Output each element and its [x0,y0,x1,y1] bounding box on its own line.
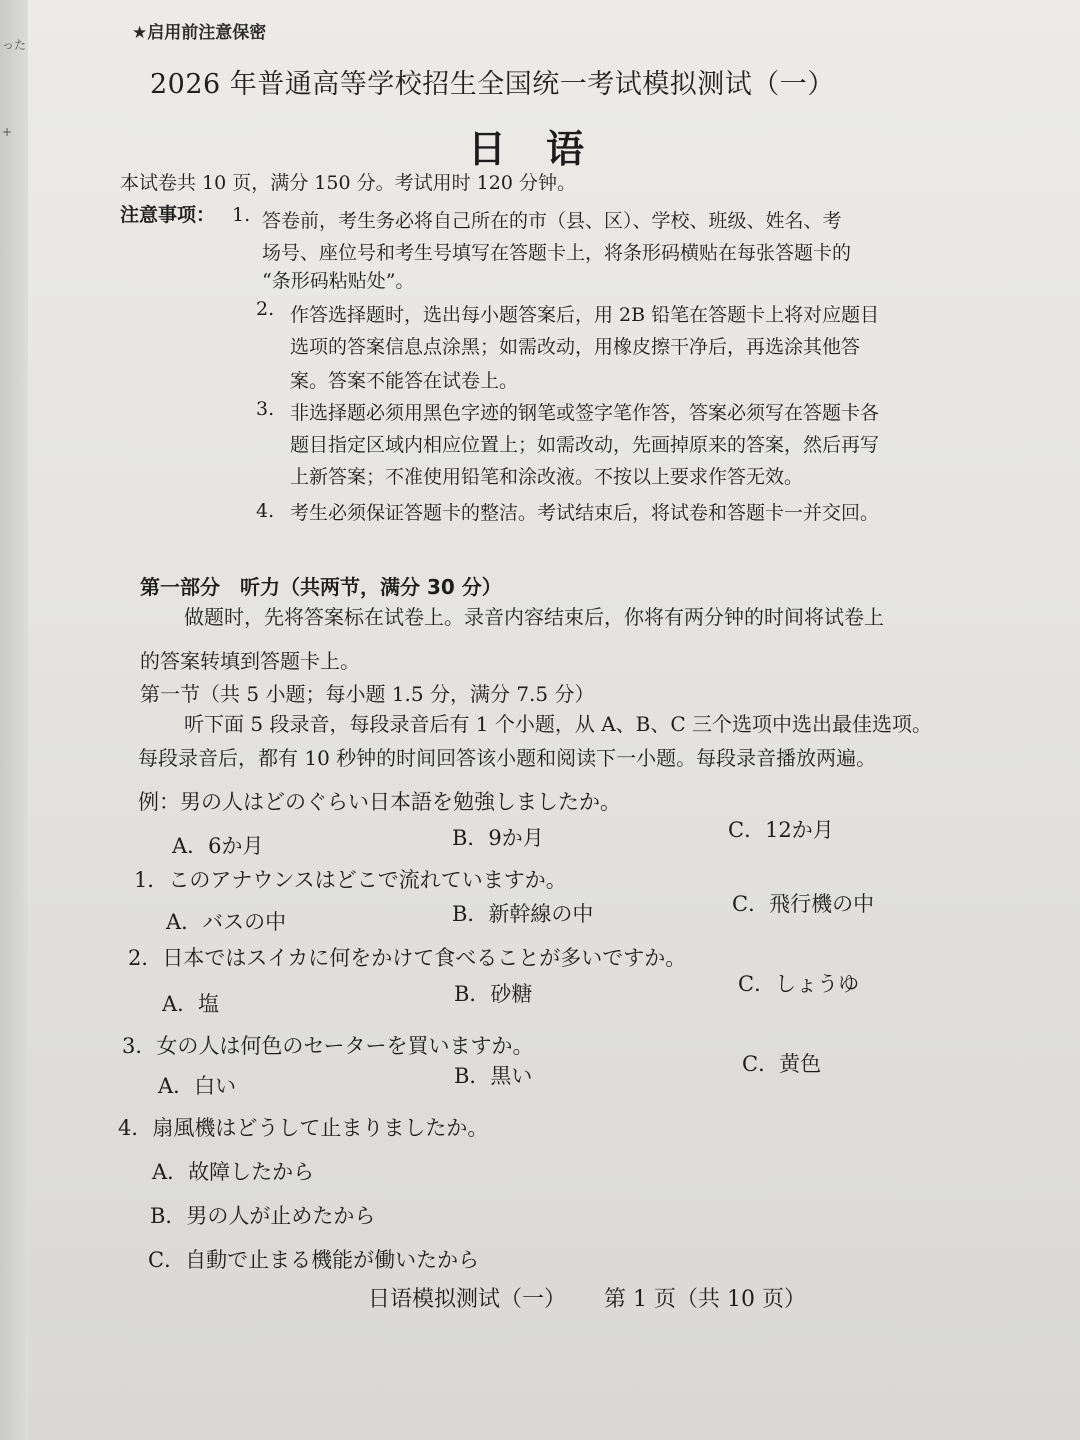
adjacent-page-edge [0,0,28,1440]
question-2-option-b: B．砂糖 [454,982,533,1006]
question-1: 1．このアナウンスはどこで流れていますか。 [134,868,567,892]
section1-heading: 第一节（共 5 小题；每小题 1.5 分，满分 7.5 分） [140,682,595,706]
question-2-option-a: A．塩 [162,992,220,1016]
notice-line: 作答选择题时，选出每小题答案后，用 2B 铅笔在答题卡上将对应题目 [290,304,880,326]
subject-title: 日语 [468,127,625,171]
adjacent-page-text: った [2,38,27,52]
section1-intro-line: 每段录音后，都有 10 秒钟的时间回答该小题和阅读下一小题。每段录音播放两遍。 [138,746,877,770]
question-2: 2．日本ではスイカに何をかけて食べることが多いですか。 [128,946,687,970]
question-1-option-b: B．新幹線の中 [452,902,594,926]
question-4: 4．扇風機はどうして止まりましたか。 [118,1116,489,1140]
question-4-option-a: A．故障したから [152,1160,315,1184]
question-3-option-c: C．黄色 [742,1052,822,1076]
exam-summary: 本试卷共 10 页，满分 150 分。考试用时 120 分钟。 [120,172,576,194]
notice-item-number: 1. [232,204,251,226]
part1-intro-line: 的答案转填到答题卡上。 [140,649,360,673]
question-3: 3．女の人は何色のセーターを買いますか。 [122,1034,534,1058]
notice-line: 非选择题必须用黑色字迹的钢笔或签字笔作答，答案必须写在答题卡各 [290,402,880,424]
notice-item-number: 4. [256,500,275,522]
question-3-option-a: A．白い [158,1074,237,1098]
part1-intro-line: 做题时，先将答案标在试卷上。录音内容结束后，你将有两分钟的时间将试卷上 [184,605,884,629]
question-4-option-b: B．男の人が止めたから [150,1204,376,1228]
notice-line: 场号、座位号和考生号填写在答题卡上，将条形码横贴在每张答题卡的 [262,242,852,264]
notice-line: 考生必须保证答题卡的整洁。考试结束后，将试卷和答题卡一并交回。 [290,502,880,524]
exam-title: 2026 年普通高等学校招生全国统一考试模拟测试（一） [150,69,835,100]
example-question: 例：男の人はどのぐらい日本語を勉強しましたか。 [138,790,621,814]
notice-line: 答卷前，考生务必将自己所在的市（县、区）、学校、班级、姓名、考 [262,210,842,232]
part1-heading: 第一部分 听力（共两节，满分 30 分） [140,575,502,599]
question-2-option-c: C．しょうゆ [738,972,860,996]
footer-title: 日语模拟测试（一） [368,1287,567,1312]
question-1-option-a: A．バスの中 [166,910,287,934]
notice-line: 题目指定区域内相应位置上；如需改动，先画掉原来的答案，然后再写 [290,434,880,456]
page-footer [368,1282,844,1313]
notice-label: 注意事项： [120,204,216,226]
notice-line: 上新答案；不准使用铅笔和涂改液。不按以上要求作答无效。 [290,466,804,488]
adjacent-page-mark: + [2,125,13,139]
exam-paper [28,0,1080,1440]
notice-item-number: 2. [256,298,275,320]
example-option-b: B．9か月 [452,826,544,850]
question-3-option-b: B．黒い [454,1064,533,1088]
notice-line: 选项的答案信息点涂黑；如需改动，用橡皮擦干净后，再选涂其他答 [290,336,861,358]
notice-line: 案。答案不能答在试卷上。 [290,370,519,392]
notice-item-number: 3. [256,398,275,420]
section1-intro-line: 听下面 5 段录音，每段录音后有 1 个小题，从 A、B、C 三个选项中选出最佳选项。 [184,712,933,736]
example-option-a: A．6か月 [172,834,264,858]
question-1-option-c: C．飛行機の中 [732,892,875,916]
footer-page-number: 第 1 页（共 10 页） [604,1287,806,1312]
confidential-notice: ★启用前注意保密 [132,23,267,43]
notice-line: “条形码粘贴处”。 [262,270,415,292]
example-option-c: C．12か月 [728,818,834,842]
question-4-option-c: C．自動で止まる機能が働いたから [148,1248,480,1272]
